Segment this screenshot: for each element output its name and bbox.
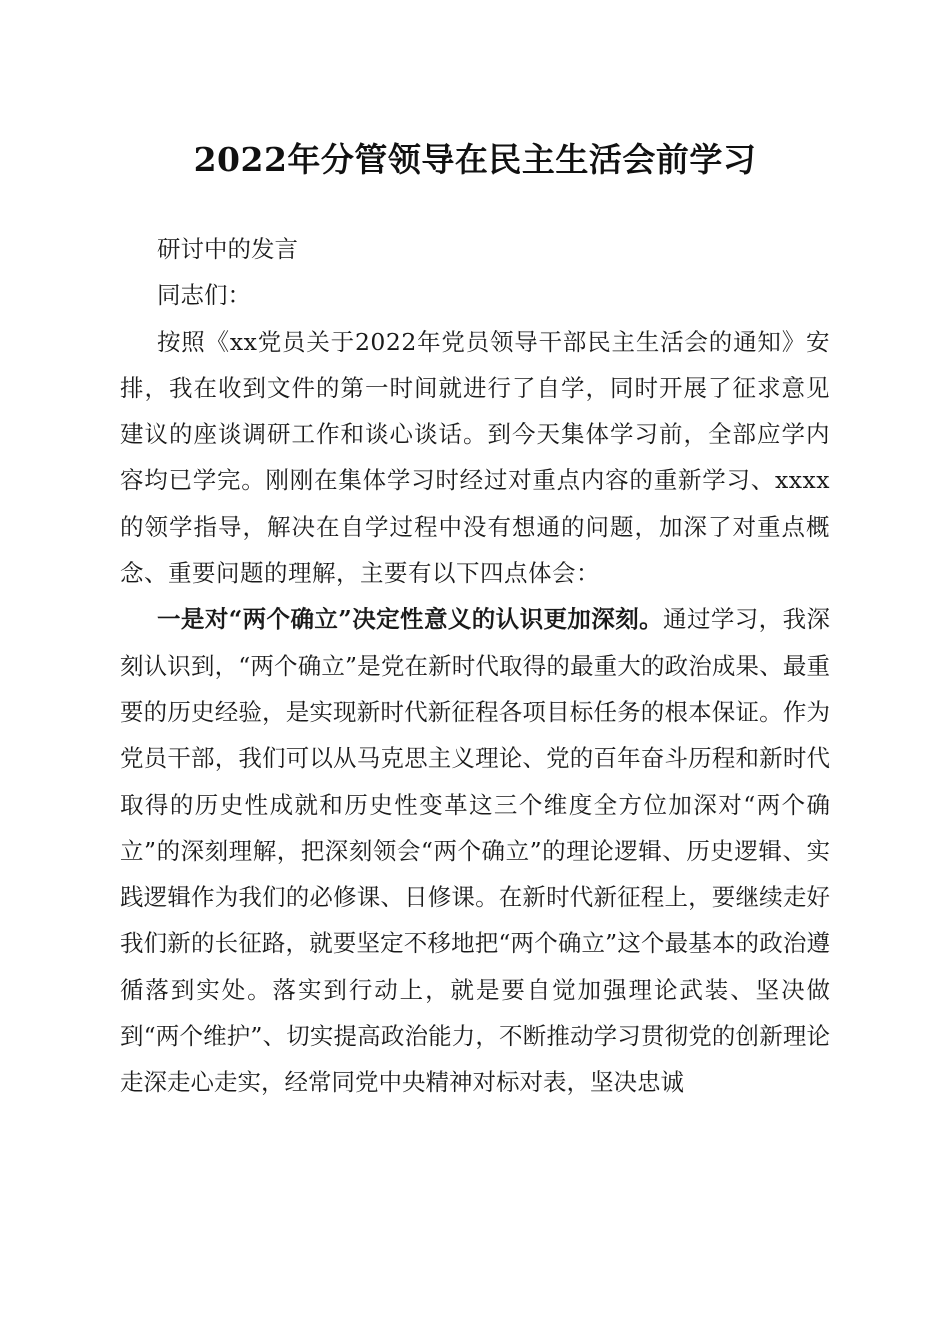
paragraph-body: 通过学习，我深刻认识到，“两个确立”是党在新时代取得的最重大的政治成果、最重要的历史经验，是实现新时代新征程各项目标任务的根本保证。作为党员干部，我们可以从马克思主义理论、党的百年奋斗历程和新时代取得的历史性成就和历史性变革这三个维度全方位加深对“两个确立”的深刻理解，把深刻领会“两个确立”的理论逻辑、历史逻辑、实践逻辑作为我们的必修课、日修课。在新时代新征程上，要继续走好我们新的长征路，就要坚定不移地把“两个确立”这个最基本的政治遵循落到实处。落实到行动上，就是要自觉加强理论武装、坚决做到“两个维护”、切实提高政治能力，不断推动学习贯彻党的创新理论走深走心走实，经常同党中央精神对标对表，坚决忠诚	[120, 605, 831, 1097]
paragraph-intro: 按照《xx党员关于2022年党员领导干部民主生活会的通知》安排，我在收到文件的第一时间就进行了自学，同时开展了征求意见建议的座谈调研工作和谈心谈话。到今天集体学习前，全部应学内容均已学完。刚刚在集体学习时经过对重点内容的重新学习、xxxx的领学指导，解决在自学过程中没有想通的问题，加深了对重点概念、重要问题的理解，主要有以下四点体会：	[120, 327, 830, 588]
paragraph-point-one	[120, 596, 830, 1105]
document-body	[120, 226, 830, 1106]
salutation: 同志们：	[157, 281, 251, 310]
subtitle-line: 研讨中的发言	[157, 235, 298, 263]
paragraph-lead-heading: 一是对“两个确立”决定性意义的认识更加深刻。	[157, 605, 664, 634]
document-title: 2022年分管领导在民主生活会前学习	[193, 140, 757, 179]
